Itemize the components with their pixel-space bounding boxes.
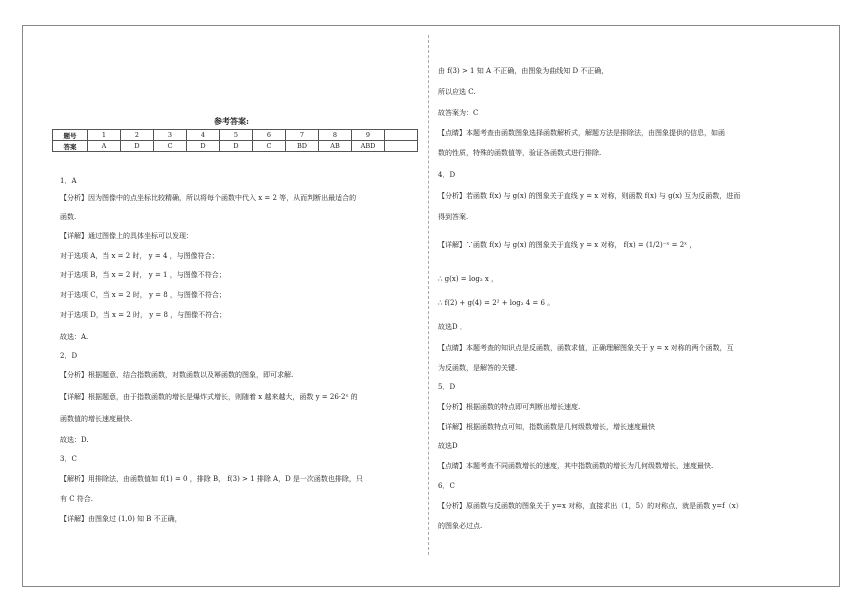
text-line: 【分析】根据函数的特点即可判断出增长速度. xyxy=(438,403,581,411)
table-cell: C xyxy=(154,141,187,152)
table-cell: A xyxy=(88,141,121,152)
table-cell xyxy=(385,130,418,141)
text-line: 由 f(3) > 1 知 A 不正确，由图象为曲线知 D 不正确， xyxy=(438,67,609,75)
text-line: 【解析】用排除法，由函数值如 f(1) = 0 ，排除 B， f(3) > 1 排除 A，D 是一次函数也排除，只 xyxy=(60,475,363,483)
text-line: 【点睛】本题考查由函数图象选择函数解析式，解题方法是排除法，由图象提供的信息，如函 xyxy=(438,129,725,137)
text-line: 【详解】∵函数 f(x) 与 g(x) 的图象关于直线 y = x 对称， f(x) = (1/2)⁻ˣ = 2ˣ ， xyxy=(438,241,697,249)
text-line: 函数值的增长速度最快. xyxy=(60,415,133,423)
table-cell: 3 xyxy=(154,130,187,141)
text-line: 故答案为：C xyxy=(438,109,479,117)
text-line: 【详解】根据题意，由于指数函数的增长是爆炸式增长，则随着 x 越来越大，函数 y = 26·2ˣ 的 xyxy=(60,393,358,401)
table-cell: D xyxy=(220,141,253,152)
text-line: 对于选项 B，当 x = 2 时， y = 1 ，与图像不符合； xyxy=(60,271,226,279)
text-line: 对于选项 C，当 x = 2 时， y = 8 ，与图像不符合； xyxy=(60,291,226,299)
text-line: 函数. xyxy=(60,213,77,221)
text-line: 2．D xyxy=(60,352,78,360)
text-line: 【点睛】本题考查的知识点是反函数，函数求值，正确理解图象关于 y = x 对称的两个函数，互 xyxy=(438,344,734,352)
text-line: 故选：D. xyxy=(60,436,89,444)
text-line: 【详解】通过图像上的具体坐标可以发现： xyxy=(60,232,193,240)
table-cell: 6 xyxy=(253,130,286,141)
text-line: 故选D ． xyxy=(438,323,467,331)
text-line: 故选D xyxy=(438,442,458,450)
text-line: 6．C xyxy=(438,482,455,490)
table-row-numbers xyxy=(53,130,418,141)
table-cell: 8 xyxy=(319,130,352,141)
text-line: 【详解】根据函数特点可知，指数函数是几何级数增长，增长速度最快 xyxy=(438,423,655,431)
answer-title: 参考答案: xyxy=(214,116,249,126)
text-line: 对于选项 D，当 x = 2 时， y = 8 ，与图像不符合； xyxy=(60,311,227,319)
table-cell: 答案 xyxy=(53,141,88,152)
table-cell: 7 xyxy=(286,130,319,141)
answer-table xyxy=(52,129,418,152)
table-cell: 2 xyxy=(121,130,154,141)
text-line: 为反函数，是解答的关键. xyxy=(438,364,518,372)
text-line: 5．D xyxy=(438,383,456,391)
text-line: 【分析】原函数与反函数的图象关于 y=x 对称，直接求出（1，5）的对称点，就是函数 y=f（x） xyxy=(438,502,743,510)
table-cell: C xyxy=(253,141,286,152)
table-cell: D xyxy=(187,141,220,152)
text-line: 对于选项 A，当 x = 2 时， y = 4 ，与图像符合； xyxy=(60,252,219,260)
text-line: ∴ f(2) + g(4) = 2² + log₂ 4 = 6 。 xyxy=(438,299,555,307)
text-line: 1．A xyxy=(60,177,77,185)
text-line: 【分析】若函数 f(x) 与 g(x) 的图象关于直线 y = x 对称，则函数 f(x) 与 g(x) 互为反函数，进而 xyxy=(438,192,741,200)
table-cell: 题号 xyxy=(53,130,88,141)
table-row-answers xyxy=(53,141,418,152)
text-line: 【点睛】本题考查不同函数增长的速度，其中指数函数的增长为几何级数增长，速度最快. xyxy=(438,462,714,470)
table-cell: D xyxy=(121,141,154,152)
text-line: 得到答案. xyxy=(438,213,469,221)
table-cell: 1 xyxy=(88,130,121,141)
text-line: 【详解】由图象过 (1,0) 知 B 不正确， xyxy=(60,515,182,523)
text-line: 【分析】根据题意，结合指数函数，对数函数以及幂函数的图象，即可求解. xyxy=(60,371,294,379)
table-cell xyxy=(385,141,418,152)
table-cell: ABD xyxy=(352,141,385,152)
table-cell: 5 xyxy=(220,130,253,141)
table-cell: 9 xyxy=(352,130,385,141)
table-cell: AB xyxy=(319,141,352,152)
text-line: 4．D xyxy=(438,171,456,179)
text-line: 故选：A. xyxy=(60,333,89,341)
text-line: 所以应选 C. xyxy=(438,88,476,96)
column-divider xyxy=(428,35,429,555)
text-line: 3．C xyxy=(60,455,77,463)
text-line: 的图象必过点. xyxy=(438,522,483,530)
text-line: 数的性质，特殊的函数值等，验证各函数式进行排除. xyxy=(438,149,602,157)
table-cell: BD xyxy=(286,141,319,152)
text-line: 有 C 符合. xyxy=(60,495,94,503)
table-cell: 4 xyxy=(187,130,220,141)
text-line: ∴ g(x) = log₂ x ， xyxy=(438,275,499,283)
text-line: 【分析】因为图像中的点坐标比较精确，所以将每个函数中代入 x = 2 等，从而判断出最适合的 xyxy=(60,194,357,202)
